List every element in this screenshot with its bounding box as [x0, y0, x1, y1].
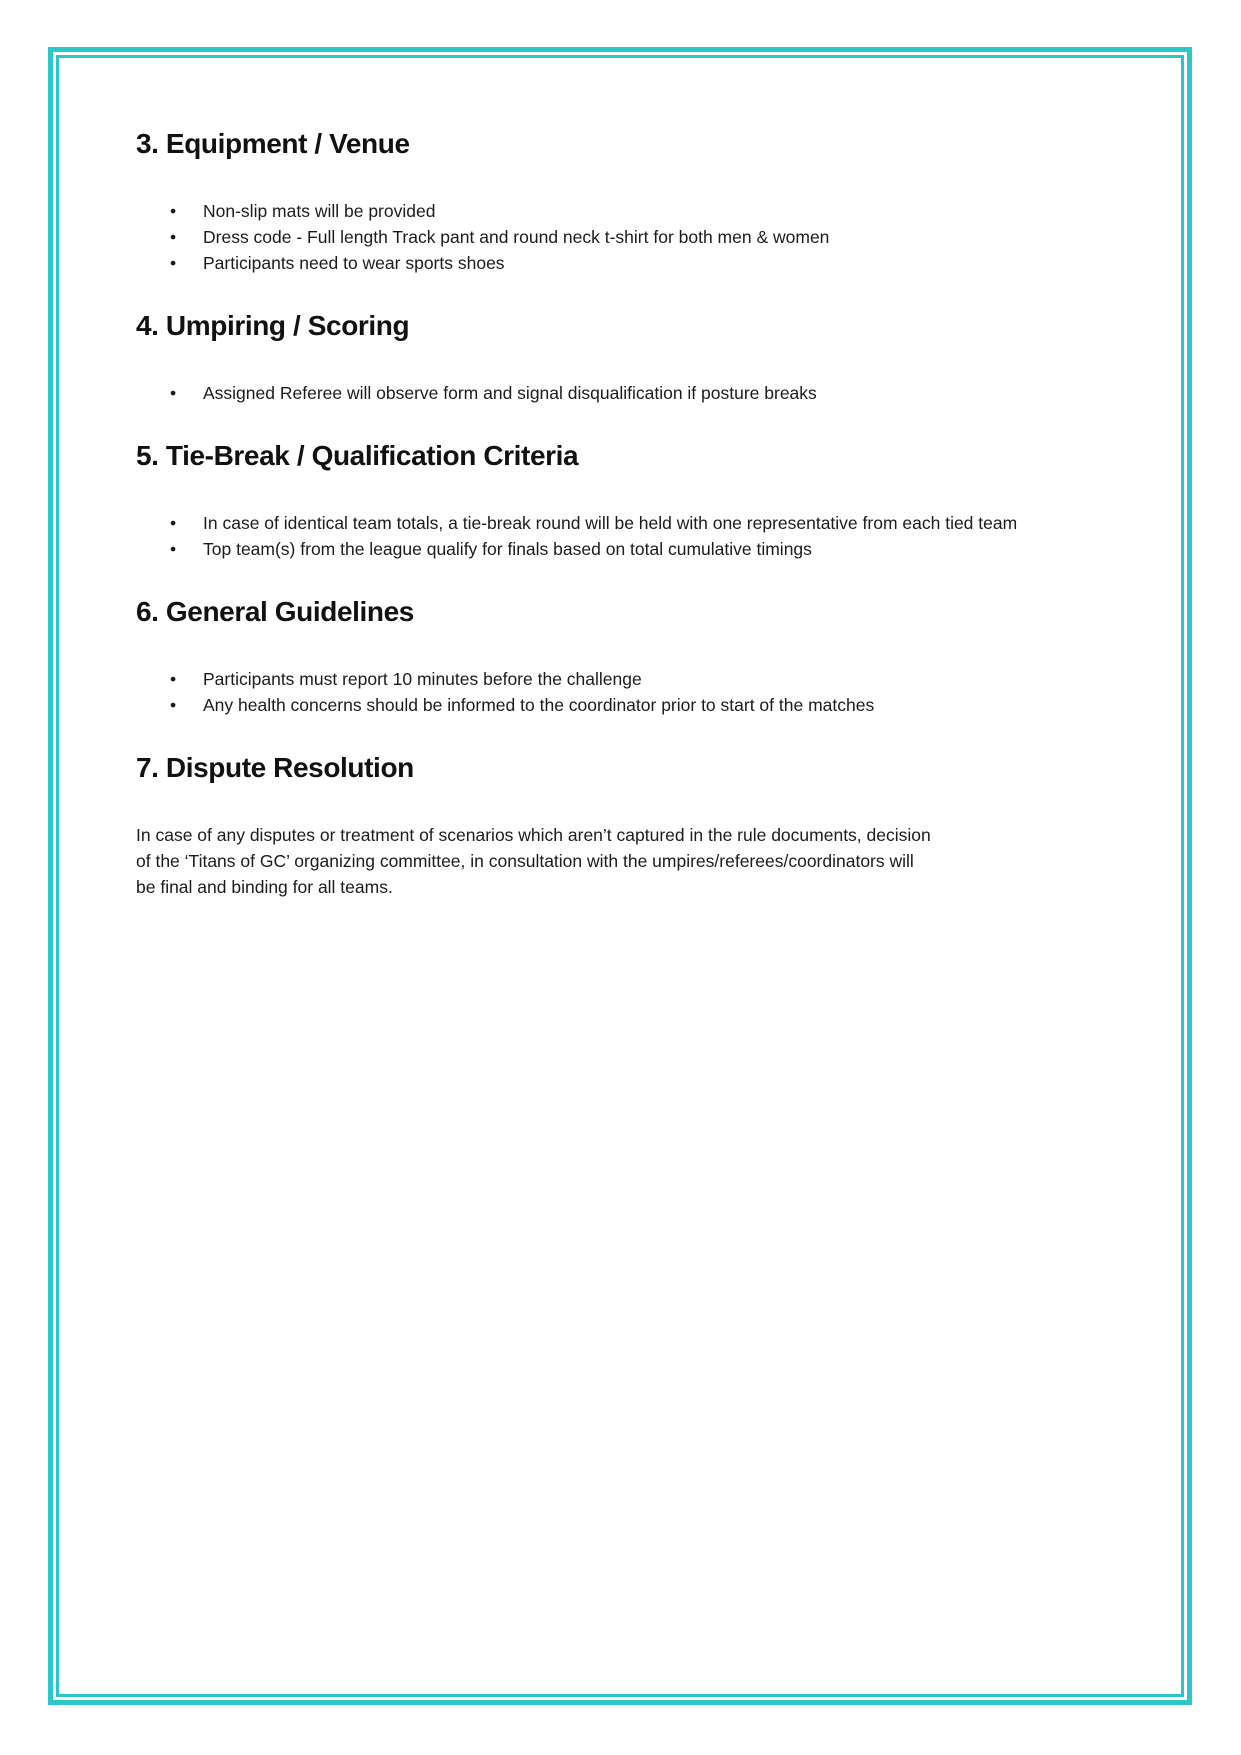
section-heading: 7. Dispute Resolution: [136, 752, 414, 783]
section-heading: 3. Equipment / Venue: [136, 128, 410, 159]
section-dispute-resolution: [136, 752, 1081, 900]
bullet-item: • Participants must report 10 minutes before the challenge: [136, 666, 1018, 692]
bullet-list: [136, 198, 1081, 276]
dispute-resolution-paragraph: In case of any disputes or treatment of scenarios which aren’t captured in the rule documents, decision of the ‘Titans of GC’ organizing committee, in consultation with the umpires/referees/coordinators will be final and binding for all teams.: [136, 825, 931, 897]
section-general-guidelines: [136, 596, 1081, 718]
bullet-item: • Any health concerns should be informed to the coordinator prior to start of the matches: [136, 692, 1018, 718]
section-heading: 5. Tie-Break / Qualification Criteria: [136, 440, 579, 471]
bullet-item: • Non-slip mats will be provided: [136, 198, 1018, 224]
bullet-list: [136, 510, 1081, 562]
bullet-list: [136, 380, 1081, 406]
bullet-item: • Dress code - Full length Track pant and round neck t-shirt for both men & women: [136, 224, 1018, 250]
bullet-item: • Participants need to wear sports shoes: [136, 250, 1018, 276]
section-heading: 6. General Guidelines: [136, 596, 414, 627]
document-content: [136, 128, 1081, 900]
bullet-list: [136, 666, 1081, 718]
section-equipment-venue: [136, 128, 1081, 276]
bullet-item: • Top team(s) from the league qualify for finals based on total cumulative timings: [136, 536, 1018, 562]
bullet-item: • In case of identical team totals, a tie-break round will be held with one representative from each tied team: [136, 510, 1018, 536]
section-heading: 4. Umpiring / Scoring: [136, 310, 410, 341]
section-tiebreak-qualification: [136, 440, 1081, 562]
bullet-item: • Assigned Referee will observe form and signal disqualification if posture breaks: [136, 380, 1018, 406]
section-umpiring-scoring: [136, 310, 1081, 406]
